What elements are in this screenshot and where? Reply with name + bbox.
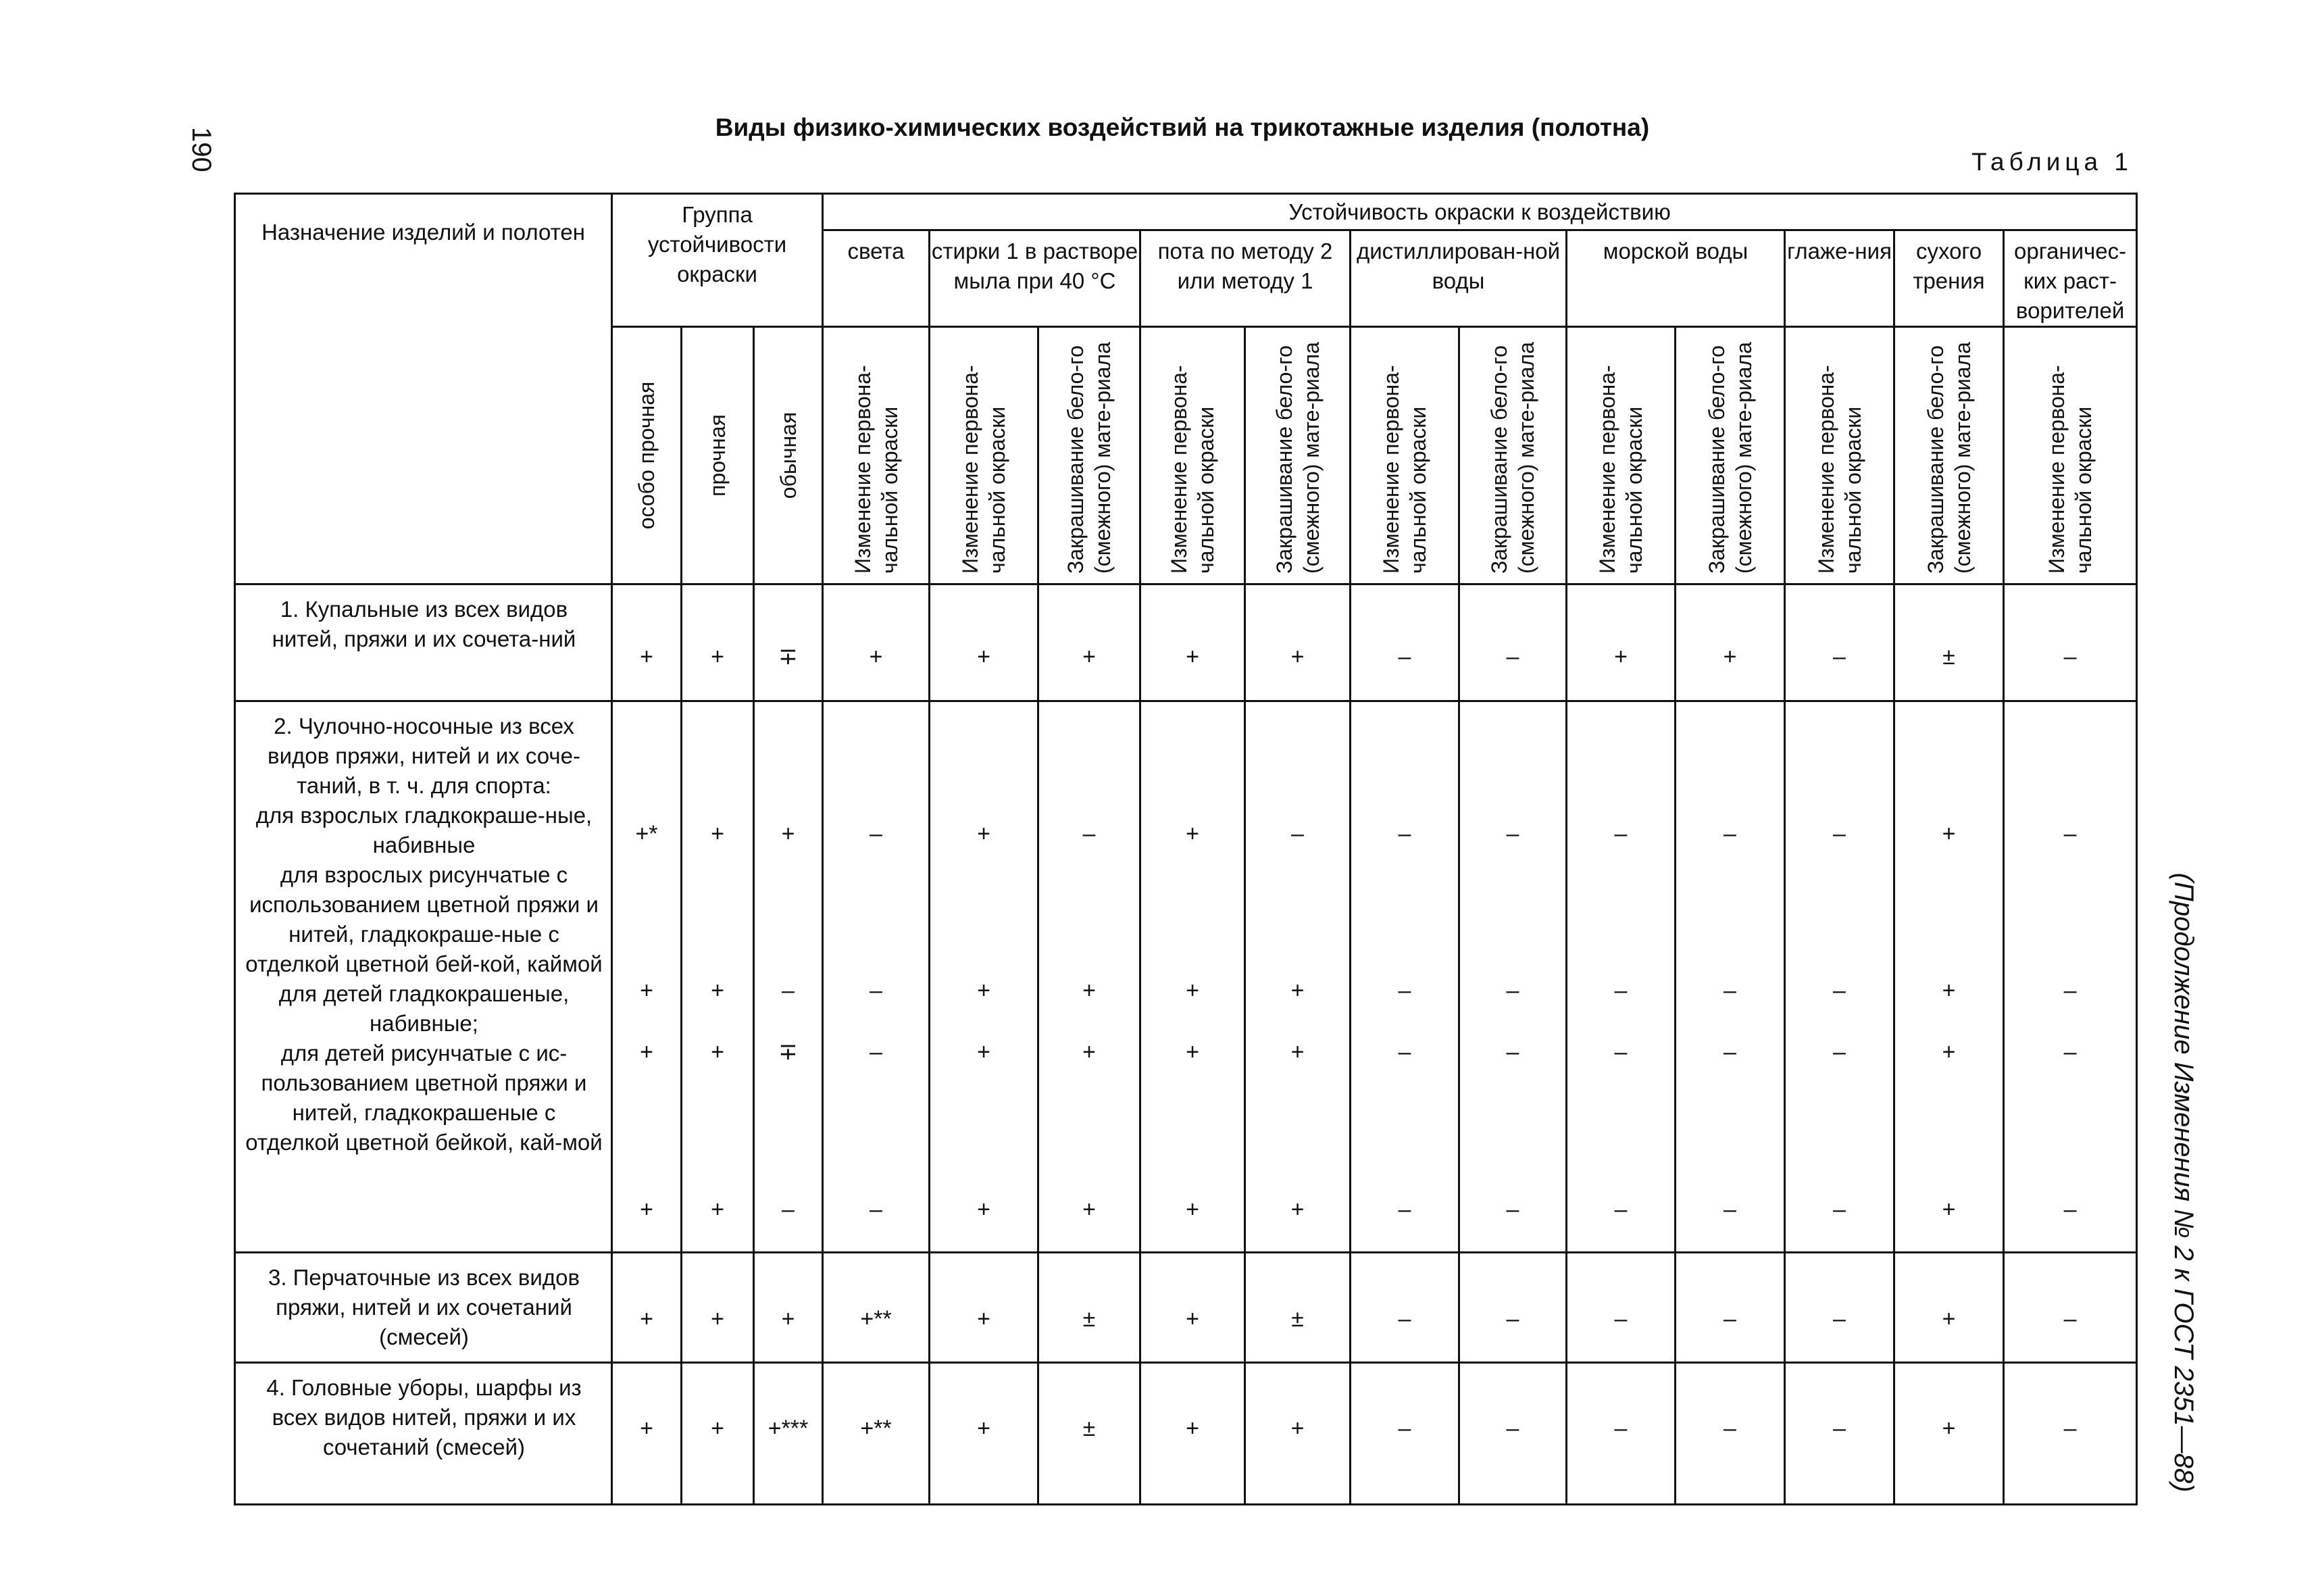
group-header: Группа устойчивости окраски xyxy=(612,194,823,327)
mark: – xyxy=(1614,1039,1628,1065)
value-cell xyxy=(1245,584,1351,701)
value-cell xyxy=(1038,1253,1140,1363)
purpose-line: 4. Головные уборы, шарфы из всех видов нитей, пряжи и их сочетаний (смесей) xyxy=(266,1375,582,1460)
value-cell xyxy=(612,1253,682,1363)
mark: + xyxy=(711,1197,724,1222)
mark: + xyxy=(640,1197,653,1222)
rotated-header-text: Изменение первона-чальной окраски xyxy=(1813,365,1865,574)
purpose-line: 2. Чулочно-носочные из всех видов пряжи, нитей и их соче-таний, в т. ч. для спорта: xyxy=(268,714,580,798)
mark: + xyxy=(1186,1416,1199,1441)
mark: + xyxy=(640,1416,653,1441)
value-cell xyxy=(930,1253,1038,1363)
mark: + xyxy=(640,1039,653,1065)
mark: +*** xyxy=(768,1416,809,1441)
mark: + xyxy=(640,644,653,670)
purpose-cell xyxy=(235,1363,612,1505)
purpose-header: Назначение изделий и полотен xyxy=(235,194,612,584)
purpose-line: для взрослых гладкокраше-ные, набивные xyxy=(255,803,593,857)
mark: – xyxy=(1833,1039,1846,1065)
mark: + xyxy=(781,821,795,847)
table-row xyxy=(235,584,2137,701)
value-cell xyxy=(1785,1363,1894,1505)
mark: + xyxy=(781,1306,795,1332)
mark: – xyxy=(1614,1197,1628,1222)
mark: + xyxy=(711,1306,724,1332)
table-label: Таблица 1 xyxy=(1971,148,2133,176)
value-cell xyxy=(2004,1253,2137,1363)
mark: – xyxy=(1614,1416,1628,1441)
mark: +** xyxy=(860,1416,892,1441)
table-title: Виды физико-химических воздействий на трикотажные изделия (полотна) xyxy=(715,114,1650,141)
color-fastness-table xyxy=(234,193,2138,1505)
mark: – xyxy=(1506,1197,1519,1222)
purpose-line: 3. Перчаточные из всех видов пряжи, нитей и их сочетаний (смесей) xyxy=(268,1265,580,1349)
mark: – xyxy=(1833,1306,1846,1332)
mark: + xyxy=(711,978,724,1003)
value-cell xyxy=(1894,1363,2004,1505)
table-row xyxy=(235,1363,2137,1505)
mark: +* xyxy=(635,821,658,847)
rotated-header-text: Изменение первона-чальной окраски xyxy=(1595,365,1647,574)
mark: – xyxy=(1398,1197,1411,1222)
value-cell xyxy=(1567,584,1676,701)
mark: + xyxy=(1942,1197,1956,1222)
mark: – xyxy=(870,1197,882,1222)
mark: – xyxy=(1724,1416,1736,1441)
mark: – xyxy=(1506,821,1519,847)
rotated-header-cell xyxy=(2004,327,2137,584)
mark: – xyxy=(1506,1416,1519,1441)
value-cell xyxy=(1351,584,1459,701)
mark: + xyxy=(711,1416,724,1441)
mark: – xyxy=(1724,821,1736,847)
rotated-header-cell xyxy=(930,327,1038,584)
table-row xyxy=(235,701,2137,1253)
value-cell xyxy=(682,701,754,1253)
sub-header-distilled-water: дистиллирован-ной воды xyxy=(1351,230,1567,327)
sub-header-washing: стирки 1 в растворе мыла при 40 °С xyxy=(930,230,1140,327)
mark: – xyxy=(1506,1306,1519,1332)
sub-header-organic-solvents: органичес-ких раст-ворителей xyxy=(2004,230,2137,327)
rotated-header-text: особо прочная xyxy=(634,381,659,530)
value-cell xyxy=(682,1253,754,1363)
rotated-header-cell xyxy=(612,327,682,584)
value-cell xyxy=(682,584,754,701)
mark: + xyxy=(1723,644,1737,670)
value-cell xyxy=(754,584,823,701)
sub-header-sea-water: морской воды xyxy=(1567,230,1785,327)
value-cell xyxy=(1676,1363,1785,1505)
value-cell xyxy=(823,1253,930,1363)
page-number: 190 xyxy=(186,127,216,172)
value-cell xyxy=(1676,701,1785,1253)
mark: – xyxy=(1398,821,1411,847)
rotated-header-cell xyxy=(1894,327,2004,584)
value-cell xyxy=(823,701,930,1253)
rotated-header-cell xyxy=(754,327,823,584)
value-cell xyxy=(930,701,1038,1253)
value-cell xyxy=(930,584,1038,701)
rotated-header-text: Изменение первона-чальной окраски xyxy=(2044,365,2096,574)
rotated-header-cell xyxy=(1785,327,1894,584)
rotated-header-text: обычная xyxy=(776,412,801,499)
mark: – xyxy=(1398,644,1411,670)
mark: + xyxy=(1186,1306,1199,1332)
value-cell xyxy=(1038,1363,1140,1505)
mark: – xyxy=(870,821,882,847)
mark: – xyxy=(1833,978,1846,1003)
mark: – xyxy=(1506,978,1519,1003)
rotated-header-cell xyxy=(1140,327,1245,584)
mark: – xyxy=(2063,821,2077,847)
mark: + xyxy=(869,644,883,670)
value-cell xyxy=(612,1363,682,1505)
value-cell xyxy=(1459,1253,1567,1363)
value-cell xyxy=(2004,584,2137,701)
mark: + xyxy=(977,1039,990,1065)
value-cell xyxy=(1038,584,1140,701)
value-cell xyxy=(1785,584,1894,701)
value-cell xyxy=(1785,701,1894,1253)
mark: + xyxy=(1082,644,1096,670)
mark: + xyxy=(711,821,724,847)
mark: + xyxy=(1942,978,1956,1003)
table-row xyxy=(235,1253,2137,1363)
mark: – xyxy=(782,1197,795,1222)
mark: + xyxy=(640,1306,653,1332)
mark: + xyxy=(1186,1197,1199,1222)
rotated-header-cell xyxy=(682,327,754,584)
mark: – xyxy=(1398,1306,1411,1332)
rotated-header-text: Изменение первона-чальной окраски xyxy=(1379,365,1431,574)
mark: – xyxy=(2063,1416,2077,1441)
value-cell xyxy=(1351,701,1459,1253)
mark: – xyxy=(1614,1306,1628,1332)
value-cell xyxy=(1245,1253,1351,1363)
mark: – xyxy=(782,978,795,1003)
mark: + xyxy=(1186,1039,1199,1065)
mark: ∓ xyxy=(778,644,798,670)
value-cell xyxy=(1785,1253,1894,1363)
mark: + xyxy=(711,1039,724,1065)
mark: + xyxy=(1082,978,1096,1003)
mark: – xyxy=(2063,1039,2077,1065)
mark: ∓ xyxy=(778,1039,798,1065)
rotated-header-cell xyxy=(1245,327,1351,584)
mark: – xyxy=(2063,1197,2077,1222)
mark: – xyxy=(1082,821,1096,847)
value-cell xyxy=(1140,701,1245,1253)
value-cell xyxy=(1140,584,1245,701)
mark: – xyxy=(1614,978,1628,1003)
value-cell xyxy=(930,1363,1038,1505)
value-cell xyxy=(1894,701,2004,1253)
mark: – xyxy=(1833,1416,1846,1441)
purpose-line: 1. Купальные из всех видов нитей, пряжи и их сочета-ний xyxy=(272,597,576,651)
rotated-header-cell xyxy=(1676,327,1785,584)
mark: + xyxy=(1614,644,1628,670)
mark: + xyxy=(640,978,653,1003)
rotated-header-text: Закрашивание бело-го (смежного) мате-риала xyxy=(1704,341,1756,574)
rotated-header-text: Изменение первона-чальной окраски xyxy=(850,365,902,574)
mark: – xyxy=(1724,978,1736,1003)
sub-header-ironing: глаже-ния xyxy=(1785,230,1894,327)
mark: + xyxy=(1186,821,1199,847)
rotated-header-cell xyxy=(823,327,930,584)
rotated-header-text: Закрашивание бело-го (смежного) мате-риала xyxy=(1923,341,1975,574)
mark: + xyxy=(977,1306,990,1332)
mark: – xyxy=(1398,1039,1411,1065)
resistance-header: Устойчивость окраски к воздействию xyxy=(823,194,2137,230)
value-cell xyxy=(2004,701,2137,1253)
value-cell xyxy=(1459,1363,1567,1505)
mark: – xyxy=(1398,1416,1411,1441)
mark: – xyxy=(1291,821,1304,847)
rotated-header-text: прочная xyxy=(705,414,730,497)
mark: – xyxy=(1833,821,1846,847)
mark: – xyxy=(1506,644,1519,670)
mark: – xyxy=(2063,978,2077,1003)
mark: – xyxy=(1724,1039,1736,1065)
value-cell xyxy=(1459,701,1567,1253)
mark: +** xyxy=(860,1306,892,1332)
value-cell xyxy=(1567,1363,1676,1505)
purpose-cell xyxy=(235,584,612,701)
rotated-header-cell xyxy=(1351,327,1459,584)
value-cell xyxy=(1676,584,1785,701)
mark: + xyxy=(1082,1197,1096,1222)
mark: – xyxy=(2063,644,2077,670)
rotated-header-text: Закрашивание бело-го (смежного) мате-риала xyxy=(1272,341,1324,574)
mark: + xyxy=(1290,978,1305,1003)
value-cell xyxy=(1038,701,1140,1253)
purpose-cell xyxy=(235,1253,612,1363)
value-cell xyxy=(612,701,682,1253)
mark: ± xyxy=(1291,1306,1304,1332)
mark: ± xyxy=(1082,1306,1096,1332)
rotated-header-cell xyxy=(1459,327,1567,584)
mark: + xyxy=(977,978,990,1003)
mark: – xyxy=(1398,978,1411,1003)
mark: + xyxy=(1942,1416,1956,1441)
purpose-line: для взрослых рисунчатые с использованием цветной пряжи и нитей, гладкокраше-ные с отделкой цветной бей-кой, каймой xyxy=(245,862,603,976)
value-cell xyxy=(1894,584,2004,701)
rotated-header-text: Закрашивание бело-го (смежного) мате-риала xyxy=(1487,341,1539,574)
side-note: (Продолжение Изменения № 2 к ГОСТ 2351—88) xyxy=(2169,872,2198,1493)
value-cell xyxy=(754,1363,823,1505)
mark: + xyxy=(1942,1039,1956,1065)
mark: + xyxy=(1942,821,1956,847)
value-cell xyxy=(682,1363,754,1505)
value-cell xyxy=(1351,1363,1459,1505)
mark: – xyxy=(1614,821,1628,847)
mark: + xyxy=(1290,644,1305,670)
value-cell xyxy=(1351,1253,1459,1363)
purpose-line: для детей рисунчатые с ис-пользованием цветной пряжи и нитей, гладкокрашеные с отделкой цветной бейкой, кай-мой xyxy=(245,1041,603,1155)
mark: + xyxy=(977,644,990,670)
mark: – xyxy=(1724,1197,1736,1222)
purpose-line: для детей гладкокрашеные, набивные; xyxy=(278,981,570,1036)
rotated-header-text: Изменение первона-чальной окраски xyxy=(1167,365,1219,574)
value-cell xyxy=(823,584,930,701)
value-cell xyxy=(754,701,823,1253)
value-cell xyxy=(1140,1363,1245,1505)
value-cell xyxy=(1245,1363,1351,1505)
value-cell xyxy=(1567,701,1676,1253)
value-cell xyxy=(1140,1253,1245,1363)
rotated-header-text: Изменение первона-чальной окраски xyxy=(958,365,1010,574)
value-cell xyxy=(1676,1253,1785,1363)
mark: – xyxy=(1506,1039,1519,1065)
mark: – xyxy=(870,1039,882,1065)
mark: – xyxy=(1833,644,1846,670)
mark: + xyxy=(977,821,990,847)
value-cell xyxy=(2004,1363,2137,1505)
value-cell xyxy=(823,1363,930,1505)
mark: – xyxy=(1724,1306,1736,1332)
mark: – xyxy=(2063,1306,2077,1332)
value-cell xyxy=(1459,584,1567,701)
value-cell xyxy=(612,584,682,701)
value-cell xyxy=(1894,1253,2004,1363)
mark: + xyxy=(711,644,724,670)
value-cell xyxy=(1567,1253,1676,1363)
mark: + xyxy=(1290,1039,1305,1065)
mark: – xyxy=(870,978,882,1003)
mark: + xyxy=(1290,1416,1305,1441)
rotated-header-cell xyxy=(1038,327,1140,584)
mark: ± xyxy=(1082,1416,1096,1441)
purpose-cell xyxy=(235,701,612,1253)
value-cell xyxy=(1245,701,1351,1253)
mark: – xyxy=(1833,1197,1846,1222)
sub-header-dry-rubbing: сухого трения xyxy=(1894,230,2004,327)
value-cell xyxy=(754,1253,823,1363)
mark: + xyxy=(1082,1039,1096,1065)
mark: + xyxy=(1186,978,1199,1003)
mark: + xyxy=(1186,644,1199,670)
mark: + xyxy=(977,1197,990,1222)
mark: + xyxy=(977,1416,990,1441)
rotated-header-cell xyxy=(1567,327,1676,584)
mark: + xyxy=(1290,1197,1305,1222)
mark: ± xyxy=(1942,644,1955,670)
sub-header-sweat: пота по методу 2 или методу 1 xyxy=(1140,230,1351,327)
sub-header-light: света xyxy=(823,230,930,327)
rotated-header-text: Закрашивание бело-го (смежного) мате-риала xyxy=(1063,341,1115,574)
mark: + xyxy=(1942,1306,1956,1332)
